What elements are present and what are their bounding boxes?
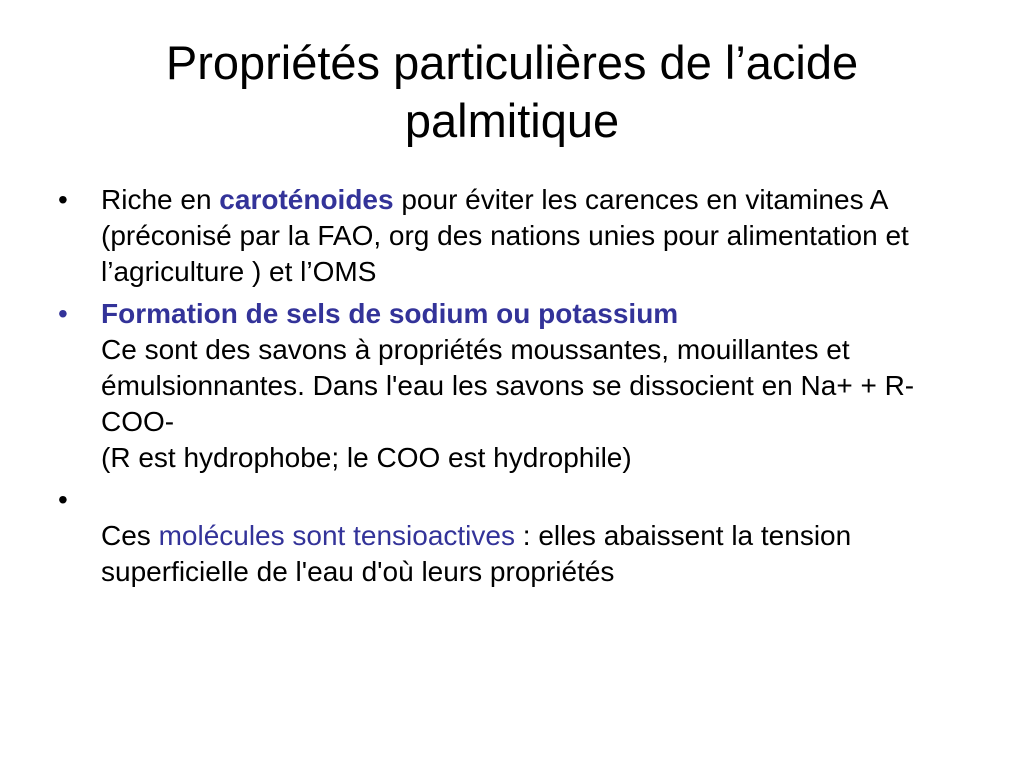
bullet-text-prefix: Ces [101,520,159,551]
bullet-blank-line [101,482,976,518]
bullet-list [56,182,976,590]
bullet-savons-text: Ce sont des savons à propriétés moussantes, mouillantes et émulsionnantes. Dans l'eau les savons se dissocient en Na+ + R-COO- [101,334,915,437]
highlight-carotenoides: caroténoides [219,184,394,215]
highlight-tensioactives: molécules sont tensioactives [158,520,515,551]
bullet-carotenoides [56,182,976,290]
bullet-marker: • [58,184,68,215]
bullet-tensioactives [56,482,976,590]
bullet-marker: • [58,484,68,515]
slide-title [60,34,964,150]
bullet-heading-sels: Formation de sels de sodium ou potassium [101,298,679,329]
title-line-2: palmitique [404,94,620,147]
bullet-text-prefix: Riche en [101,184,220,215]
bullet-text-rest: pour éviter les carences en vitamines A (préconisé par la FAO, org des nations unies pour alimentation et l’agriculture ) et l’OMS [101,184,909,287]
bullet-sels-sodium [56,296,976,476]
title-line-1: Propriétés particulières de l’acide [165,36,859,89]
bullet-hydrophobe-text: (R est hydrophobe; le COO est hydrophile) [101,442,632,473]
bullet-text-rest: : elles abaissent la tension superficielle de l'eau d'où leurs propriétés [101,520,852,587]
bullet-marker: • [58,298,68,329]
